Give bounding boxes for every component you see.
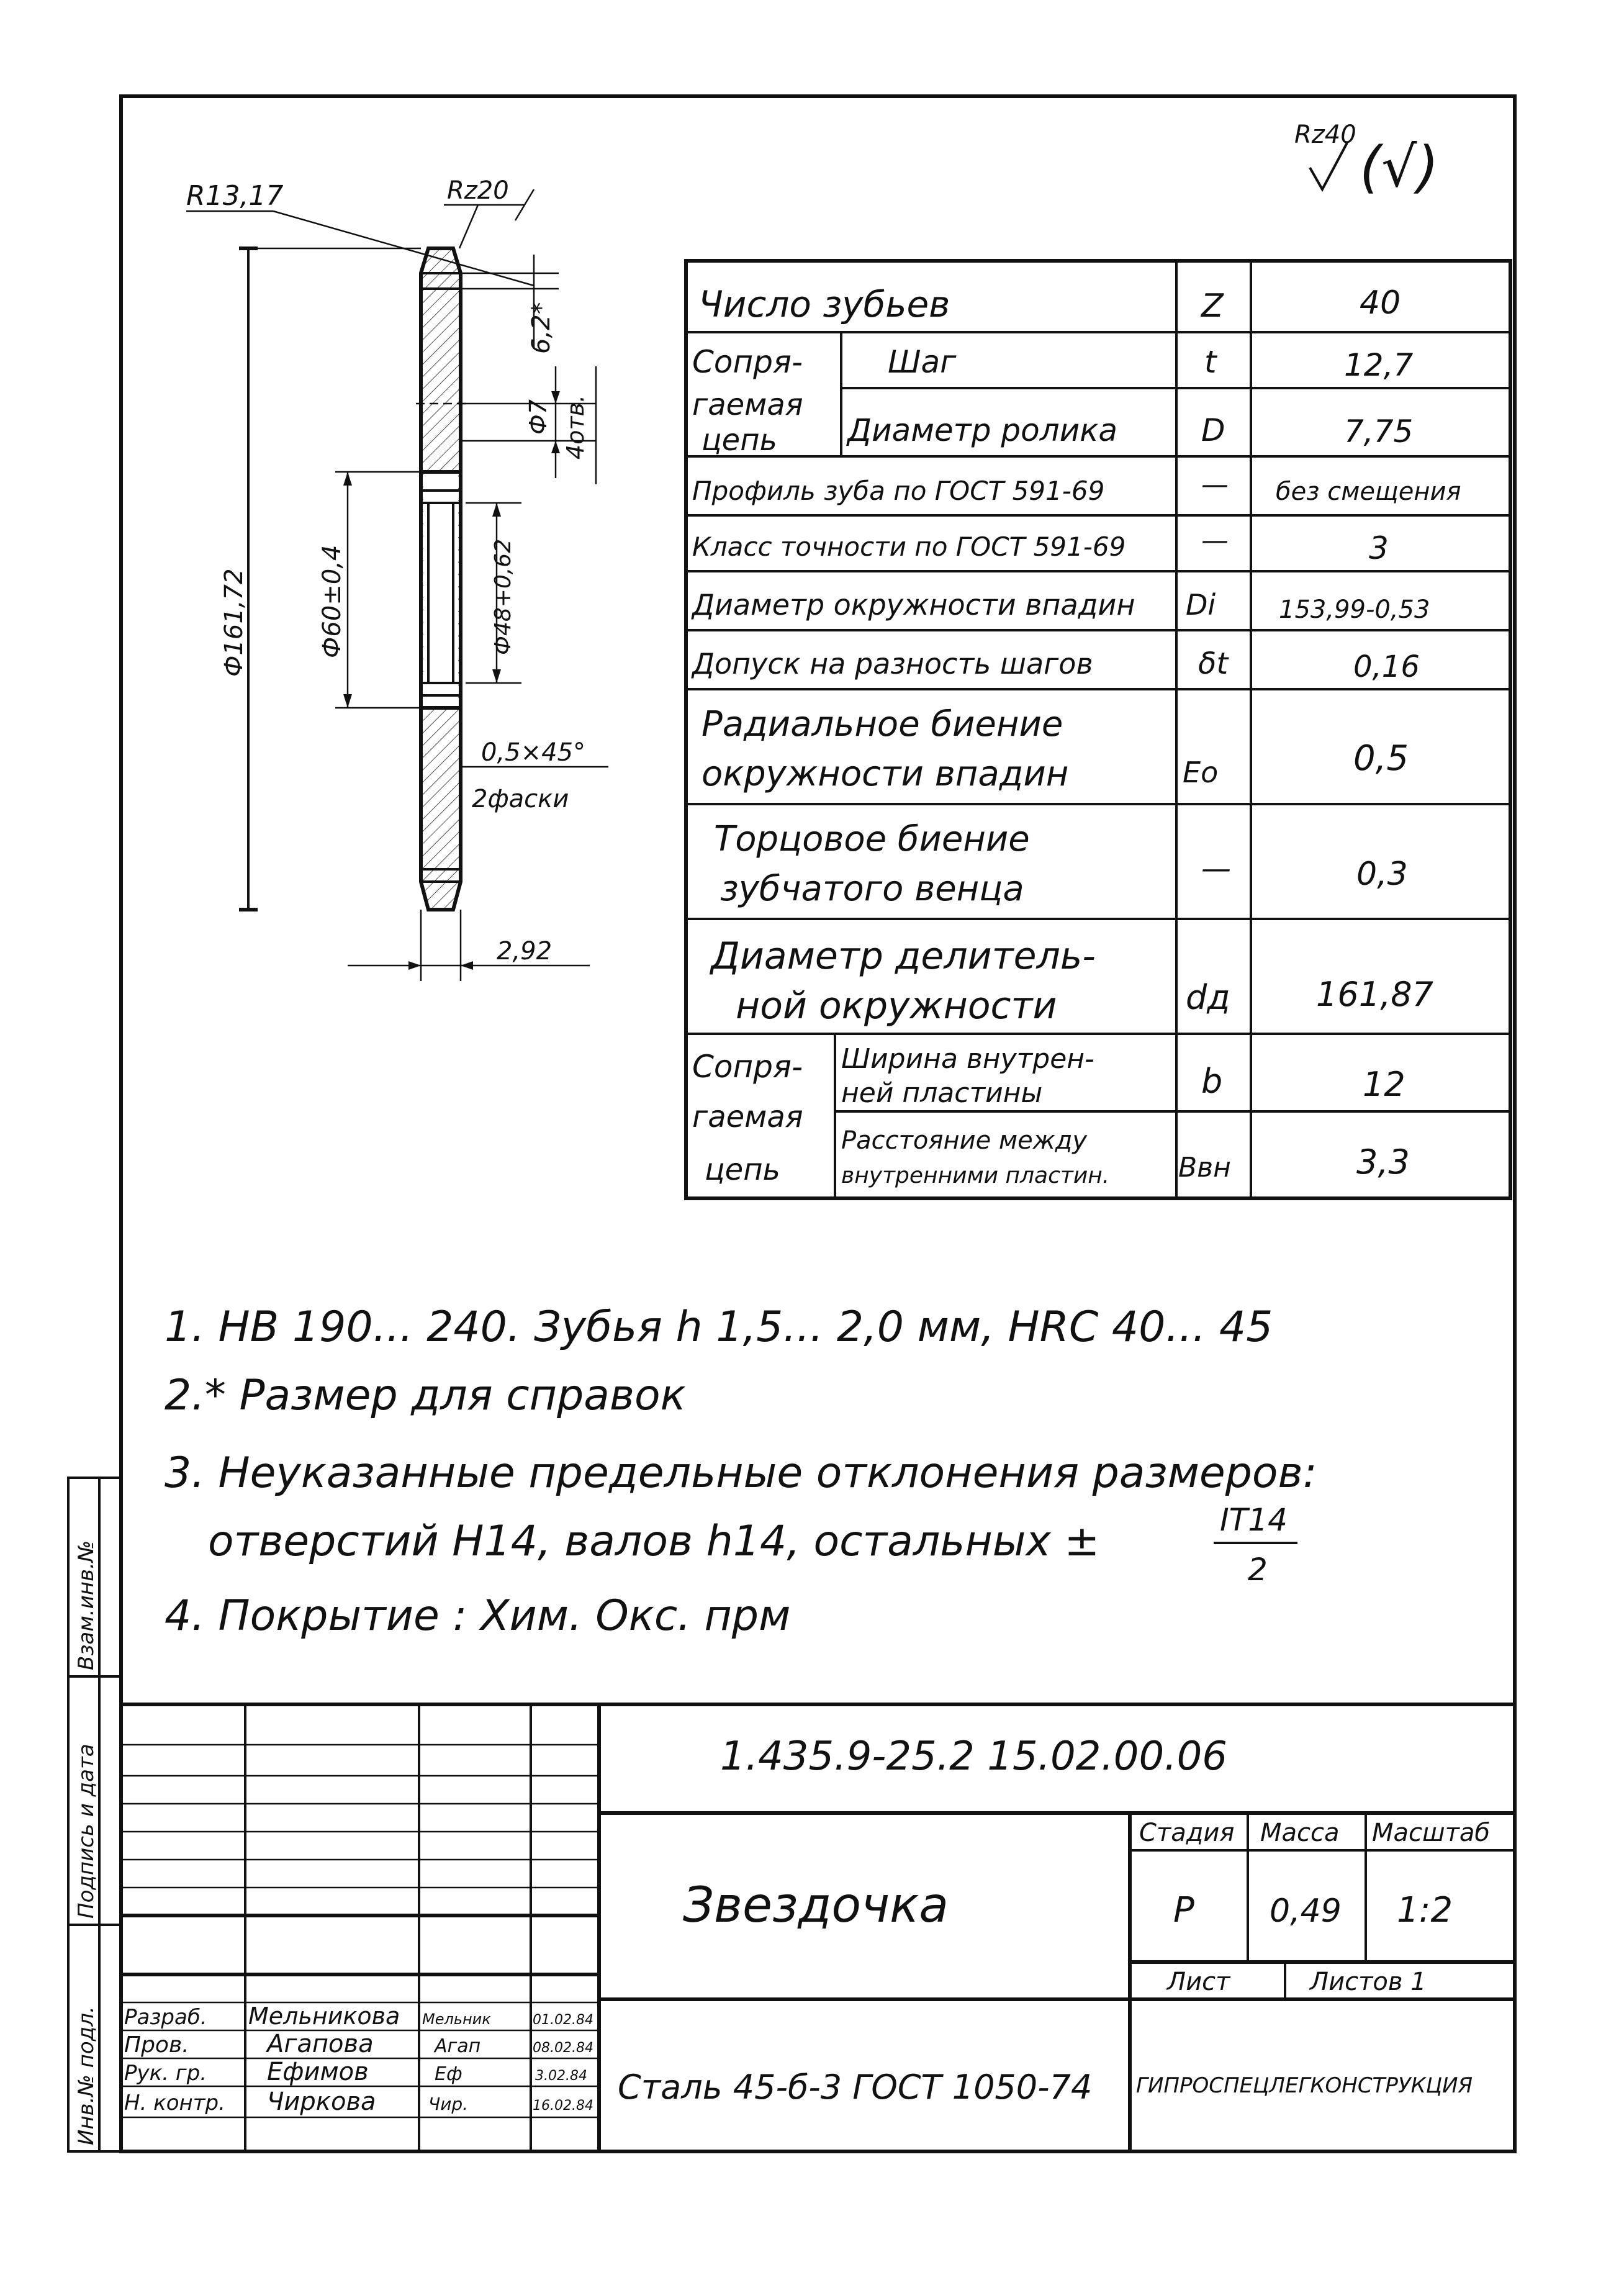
- row-root-val: 153,99-0,53: [1279, 595, 1430, 624]
- row-class-val: 3: [1369, 530, 1389, 566]
- row-teeth-sym: Z: [1201, 287, 1224, 325]
- note-1: 1. НВ 190... 240. Зубья h 1,5... 2,0 мм, HRC 40... 45: [165, 1303, 1273, 1352]
- stage-value: Р: [1173, 1890, 1194, 1930]
- row-platewidth-val: 12: [1363, 1065, 1405, 1104]
- person-0-date: 01.02.84: [533, 2012, 593, 2028]
- person-3-date: 16.02.84: [533, 2098, 593, 2114]
- note-3-frac-den: 2: [1248, 1552, 1268, 1588]
- dim-bore: [466, 503, 521, 683]
- row-pitchtol-name: Допуск на разность шагов: [692, 647, 1093, 681]
- roughness-top: [444, 176, 534, 248]
- row-pitchdia-name2: ной окружности: [736, 984, 1057, 1028]
- row-axial-sym: —: [1201, 851, 1231, 886]
- row-radial-sym: Eo: [1183, 756, 1219, 789]
- person-2-date: 3.02.84: [535, 2068, 587, 2084]
- svg-text:Ф60±0,4: Ф60±0,4: [318, 545, 346, 658]
- row-platewidth-name1: Ширина внутрен-: [841, 1043, 1094, 1075]
- row-roller-name: Диаметр ролика: [847, 412, 1118, 448]
- stamp-signature-date: Подпись и дата: [74, 1744, 99, 1919]
- group2-l1: Сопря-: [692, 1049, 803, 1085]
- svg-text:6,2*: 6,2*: [527, 302, 556, 354]
- person-1-role: Пров.: [124, 2032, 189, 2058]
- note-2: 2.* Размер для справок: [165, 1371, 686, 1420]
- row-radial-val: 0,5: [1353, 738, 1409, 779]
- row-pitch-val: 12,7: [1344, 347, 1414, 383]
- roughness-corner: Rz40: [1294, 120, 1356, 149]
- part-name: Звездочка: [683, 1878, 949, 1934]
- person-2-name: Ефимов: [267, 2058, 369, 2086]
- note-4: 4. Покрытие : Хим. Окс. прм: [165, 1591, 791, 1640]
- row-platedist-val: 3,3: [1356, 1142, 1410, 1182]
- row-radial-name1: Радиальное биение: [701, 704, 1063, 744]
- svg-text:Ф7: Ф7: [525, 399, 552, 435]
- group2-l3: цепь: [705, 1152, 780, 1187]
- person-0-sign: Мельник: [422, 2010, 491, 2028]
- row-pitch-sym: t: [1204, 344, 1217, 380]
- group1-l2: гаемая: [692, 387, 803, 422]
- scale-value: 1:2: [1397, 1890, 1453, 1930]
- note-3: 3. Неуказанные предельные отклонения размеров:: [165, 1449, 1317, 1498]
- dim-hub: [318, 472, 421, 708]
- organization: ГИПРОСПЕЦЛЕГКОНСТРУКЦИЯ: [1136, 2073, 1473, 2098]
- svg-text:Ф48+0,62: Ф48+0,62: [490, 538, 516, 655]
- row-axial-name2: зубчатого венца: [720, 869, 1024, 909]
- person-3-role: Н. контр.: [124, 2091, 225, 2115]
- group1-l1: Сопря-: [692, 344, 803, 380]
- material: Сталь 45-б-3 ГОСТ 1050-74: [618, 2068, 1093, 2107]
- sheets-label: Листов 1: [1310, 1968, 1427, 1996]
- svg-text:0,5×45°: 0,5×45°: [481, 738, 586, 767]
- row-pitchtol-val: 0,16: [1353, 649, 1420, 684]
- row-root-name: Диаметр окружности впадин: [692, 588, 1135, 622]
- row-roller-val: 7,75: [1344, 414, 1414, 450]
- group2-l2: гаемая: [692, 1100, 803, 1134]
- doc-number: 1.435.9-25.2 15.02.00.06: [720, 1734, 1227, 1780]
- svg-text:R13,17: R13,17: [186, 180, 284, 212]
- dim-hole: [459, 366, 596, 484]
- row-class-sym: —: [1201, 525, 1229, 556]
- mass-value: 0,49: [1270, 1893, 1342, 1930]
- person-0-name: Мельникова: [248, 2002, 400, 2030]
- row-platedist-sym: Bвн: [1178, 1152, 1231, 1183]
- row-platedist-name1: Расстояние между: [841, 1126, 1088, 1155]
- row-axial-name1: Торцовое биение: [714, 819, 1030, 859]
- person-1-name: Агапова: [267, 2030, 374, 2058]
- person-2-role: Рук. гр.: [124, 2061, 207, 2086]
- row-profile-sym: —: [1201, 469, 1229, 500]
- row-pitchdia-sym: dд: [1186, 978, 1230, 1017]
- scale-label: Масштаб: [1372, 1819, 1491, 1847]
- row-pitchdia-name1: Диаметр делитель-: [711, 934, 1096, 978]
- row-platedist-name2: внутренними пластин.: [841, 1163, 1110, 1188]
- svg-text:2фаски: 2фаски: [472, 785, 569, 813]
- row-teeth-val: 40: [1360, 284, 1401, 322]
- note-3b: отверстий Н14, валов h14, остальных ±: [208, 1517, 1100, 1566]
- mass-label: Масса: [1260, 1819, 1340, 1847]
- row-class-name: Класс точности по ГОСТ 591-69: [692, 531, 1126, 562]
- stage-label: Стадия: [1139, 1819, 1235, 1847]
- person-1-sign: Агап: [435, 2035, 481, 2057]
- note-3-frac-num: IT14: [1220, 1502, 1288, 1538]
- row-radial-name2: окружности впадин: [701, 754, 1069, 794]
- person-0-role: Разраб.: [124, 2005, 207, 2030]
- row-axial-val: 0,3: [1356, 856, 1408, 893]
- svg-text:Ф161,72: Ф161,72: [220, 568, 248, 677]
- group1-l3: цепь: [701, 423, 777, 458]
- stamp-replacement: Взам.инв.№: [74, 1540, 99, 1670]
- svg-text:4отв.: 4отв.: [562, 394, 589, 459]
- roughness-corner-suffix: (√): [1360, 135, 1439, 200]
- row-profile-name: Профиль зуба по ГОСТ 591-69: [692, 476, 1105, 506]
- row-teeth-name: Число зубьев: [698, 283, 950, 325]
- row-platewidth-name2: ней пластины: [841, 1077, 1043, 1109]
- row-pitchdia-val: 161,87: [1316, 975, 1433, 1014]
- dim-chamfer: [461, 738, 608, 813]
- row-platewidth-sym: b: [1201, 1062, 1223, 1101]
- svg-text:Rz20: Rz20: [447, 176, 509, 205]
- sheet-label: Лист: [1167, 1968, 1230, 1996]
- stamp-original-inventory: Инв.№ подл.: [74, 2006, 99, 2145]
- svg-text:2,92: 2,92: [497, 937, 553, 966]
- person-3-name: Чиркова: [267, 2087, 376, 2116]
- row-pitch-name: Шаг: [888, 344, 957, 380]
- row-pitchtol-sym: δt: [1198, 646, 1229, 681]
- person-3-sign: Чир.: [428, 2094, 469, 2114]
- dim-width: [348, 910, 590, 981]
- person-2-sign: Еф: [435, 2063, 462, 2085]
- row-profile-val: без смещения: [1276, 477, 1461, 506]
- row-root-sym: Di: [1186, 588, 1216, 622]
- person-1-date: 08.02.84: [533, 2040, 593, 2056]
- row-roller-sym: D: [1201, 412, 1225, 448]
- sprocket-profile: [416, 245, 466, 916]
